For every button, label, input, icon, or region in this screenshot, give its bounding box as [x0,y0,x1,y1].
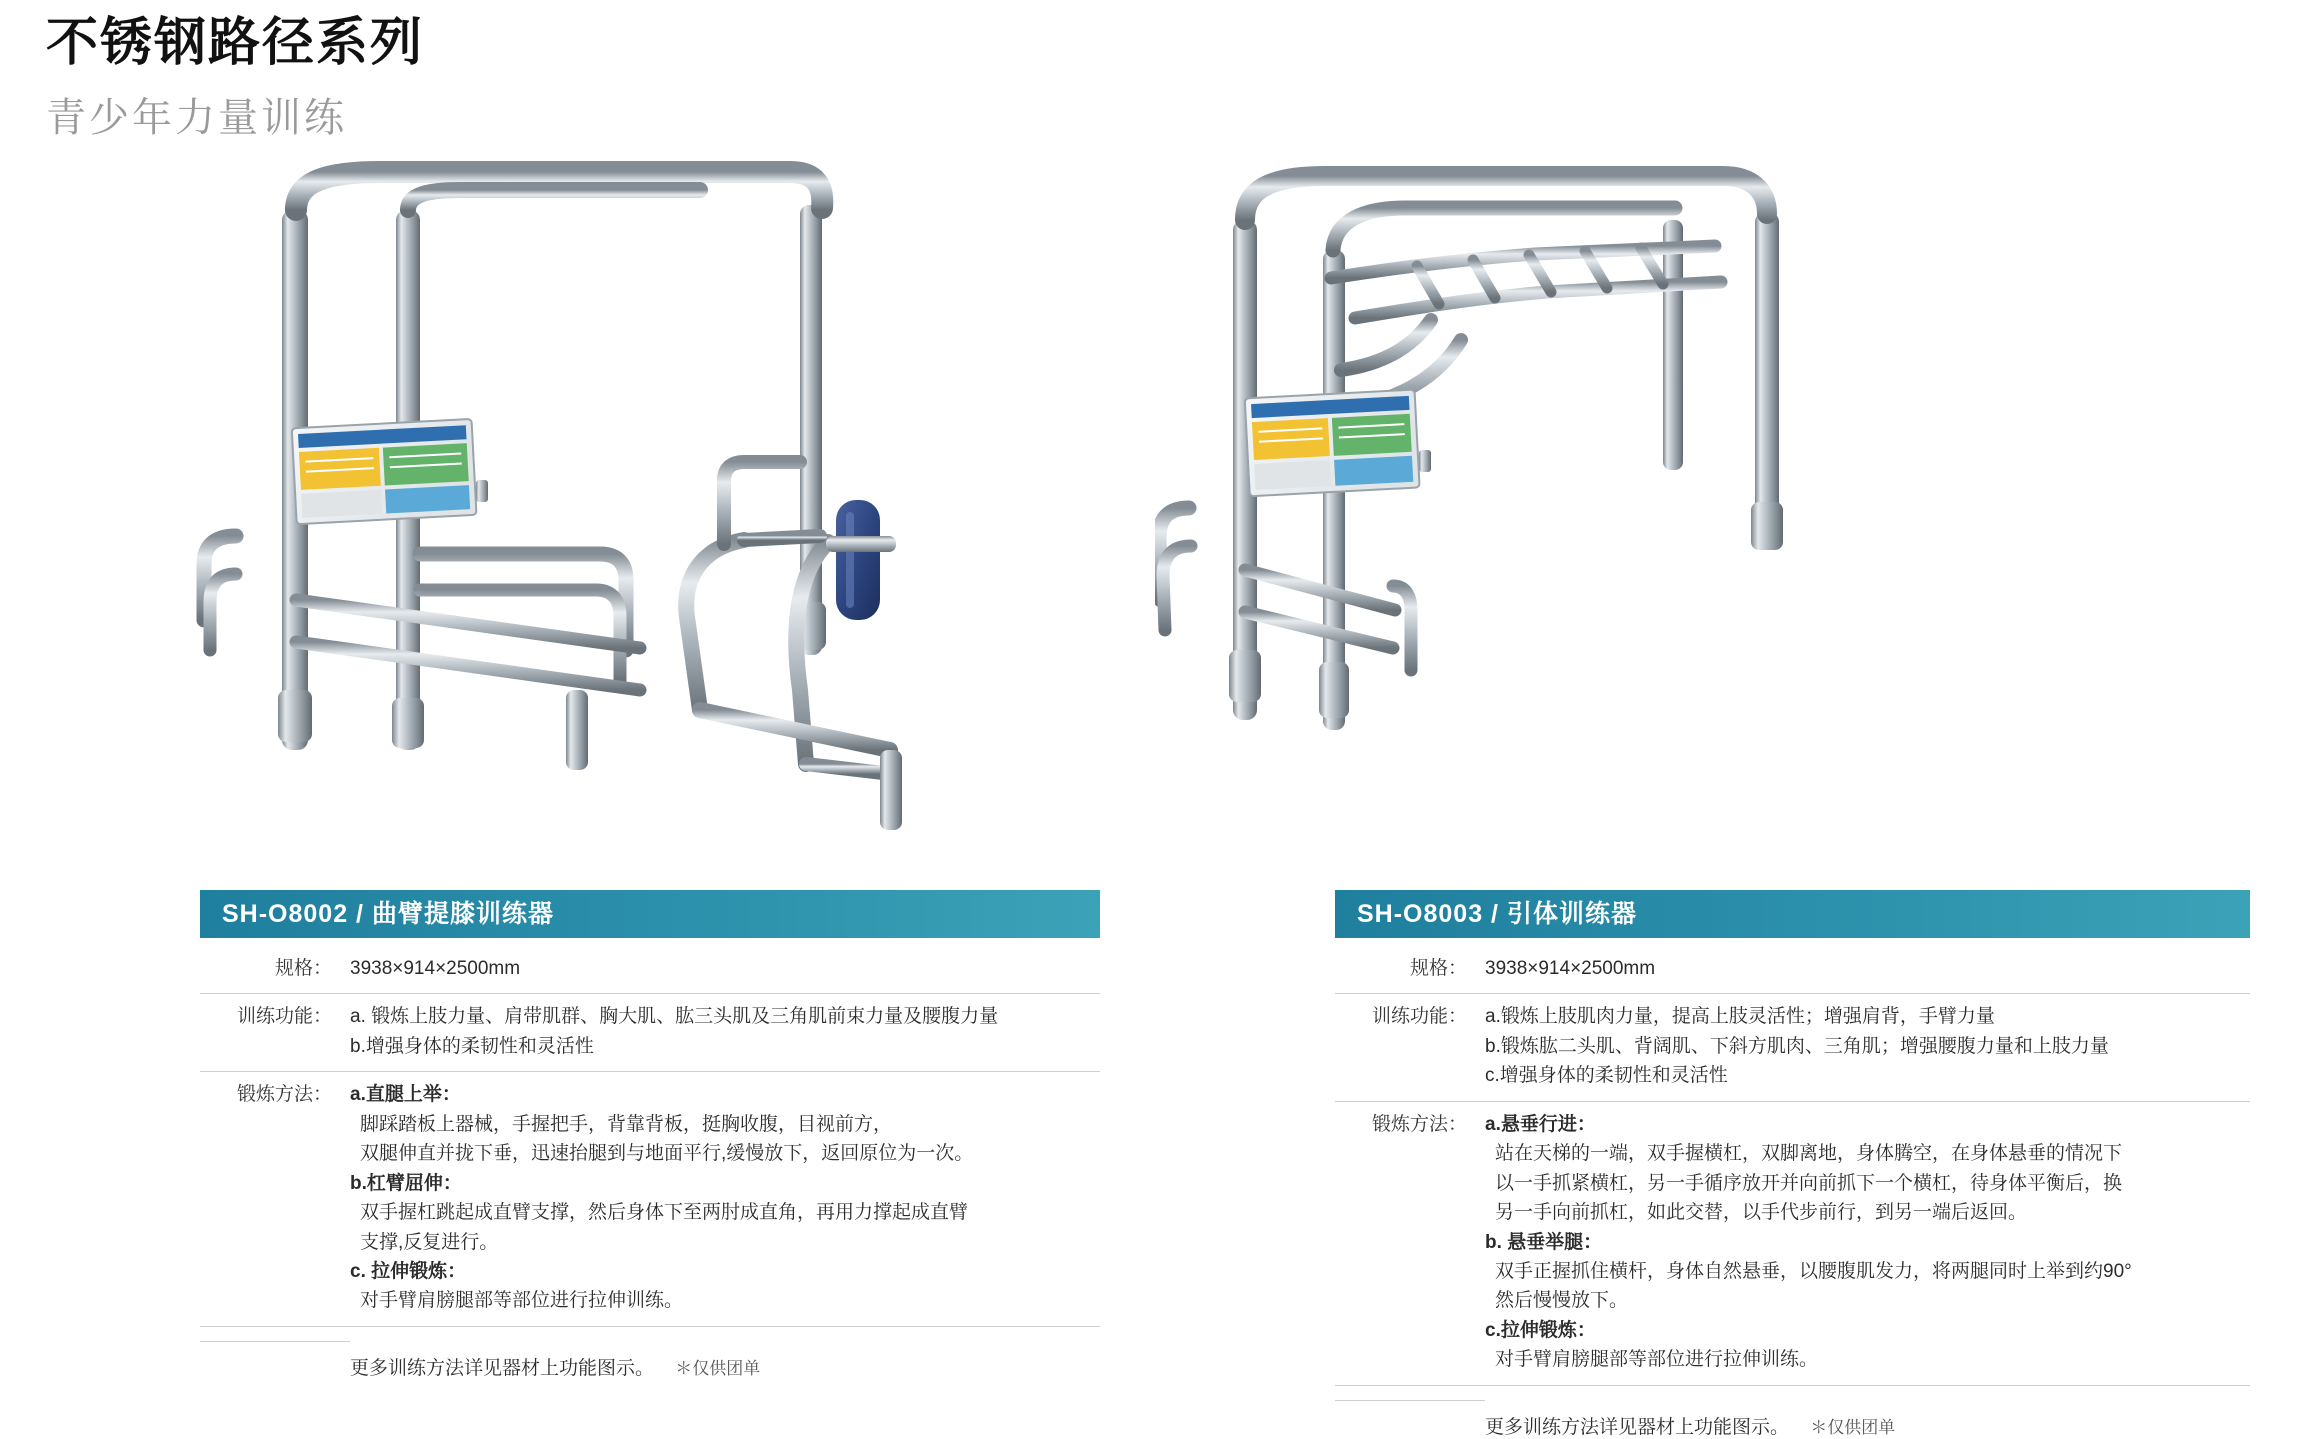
spec-row-size-2 [1335,946,2250,994]
page-title: 不锈钢路径系列 [46,14,425,72]
method-head: c.拉伸锻炼： [1485,1319,1596,1341]
method-line: 双手握杠跳起成直臂支撑，然后身体下至两肘成直角，再用力撑起成直臂 [360,1202,969,1224]
product-title-bar-1: SH-O8002 / 曲臂提膝训练器 [200,890,1100,938]
function-line: b.增强身体的柔韧性和灵活性 [350,1035,594,1057]
spec-row-method-1 [200,1072,1100,1327]
footnote-1 [350,1341,1100,1380]
spec-label-size-2: 规格： [1409,958,1467,979]
product-card-1 [0,150,1155,1439]
function-line: c.增强身体的柔韧性和灵活性 [1485,1065,1728,1087]
spec-value-function-1 [350,1002,1100,1061]
method-line: 脚踩踏板上器械，手握把手，背靠背板，挺胸收腹，目视前方， [360,1113,893,1135]
method-line: 双手正握抓住横杆，身体自然悬垂，以腰腹肌发力，将两腿同时上举到约90° [1495,1260,2132,1282]
spec-value-method-1 [350,1080,1100,1316]
spec-table-2 [1335,946,2250,1439]
footnote-row-2 [1335,1386,2250,1439]
method-head: b.杠臂屈伸： [350,1172,462,1194]
method-head: a.直腿上举： [350,1084,461,1106]
spec-label-method-1: 锻炼方法： [236,1084,332,1106]
footnote-note: ＊仅供团单 [1810,1417,1896,1437]
product-image-2 [1155,150,2310,890]
product-image-1 [0,150,1155,890]
product-card-2 [1155,150,2310,1439]
spec-row-function-1 [200,994,1100,1072]
method-head: c. 拉伸锻炼： [350,1260,467,1282]
footnote-spacer-2 [1335,1400,1485,1439]
method-line: 站在天梯的一端，双手握横杠，双脚离地，身体腾空，在身体悬垂的情况下 [1495,1143,2123,1165]
method-line: 支撑,反复进行。 [360,1231,499,1253]
product-title-bar-2: SH-O8003 / 引体训练器 [1335,890,2250,938]
page-subtitle: 青少年力量训练 [46,95,347,140]
method-line: 另一手向前抓杠，如此交替，以手代步前行，到另一端后返回。 [1495,1202,2028,1224]
spec-label-function-1: 训练功能： [236,1006,332,1028]
spec-table-1 [200,946,1100,1380]
method-head: a.悬垂行进： [1485,1113,1596,1135]
spec-label-method-2: 锻炼方法： [1371,1113,1467,1135]
spec-row-method-2 [1335,1102,2250,1386]
function-line: b.锻炼肱二头肌、背阔肌、下斜方肌肉、三角肌；增强腰腹力量和上肢力量 [1485,1035,2109,1057]
product-list [0,150,2311,1439]
footnote-text: 更多训练方法详见器材上功能图示。 [1485,1416,1790,1438]
spec-value-size-1: 3938×914×2500mm [350,958,521,979]
method-line: 以一手抓紧横杠，另一手循序放开并向前抓下一个横杠，待身体平衡后，换 [1495,1172,2123,1194]
page-header [46,14,424,143]
method-line: 然后慢慢放下。 [1495,1290,1629,1312]
spec-row-size-1 [200,946,1100,994]
spec-row-function-2 [1335,994,2250,1101]
footnote-note: ＊仅供团单 [675,1358,761,1378]
function-line: a. 锻炼上肢力量、肩带肌群、胸大肌、肱三头肌及三角肌前束力量及腰腹力量 [350,1006,999,1028]
product-info-1 [0,890,1155,1380]
spec-label-function-2: 训练功能： [1371,1006,1467,1028]
method-line: 对手臂肩膀腿部等部位进行拉伸训练。 [1495,1349,1819,1371]
spec-value-function-2 [1485,1002,2250,1090]
function-line: a.锻炼上肢肌肉力量，提高上肢灵活性；增强肩背，手臂力量 [1485,1006,1995,1028]
spec-value-method-2 [1485,1110,2250,1375]
footnote-row-1 [200,1327,1100,1380]
method-line: 对手臂肩膀腿部等部位进行拉伸训练。 [360,1290,684,1312]
method-line: 双腿伸直并拢下垂，迅速抬腿到与地面平行,缓慢放下，返回原位为一次。 [360,1143,974,1165]
spec-value-size-2: 3938×914×2500mm [1485,958,1656,979]
spec-label-size-1: 规格： [274,958,332,979]
footnote-text: 更多训练方法详见器材上功能图示。 [350,1357,655,1379]
footnote-spacer-1 [200,1341,350,1380]
footnote-2 [1485,1400,2250,1439]
method-head: b. 悬垂举腿： [1485,1231,1603,1253]
product-info-2 [1155,890,2310,1439]
